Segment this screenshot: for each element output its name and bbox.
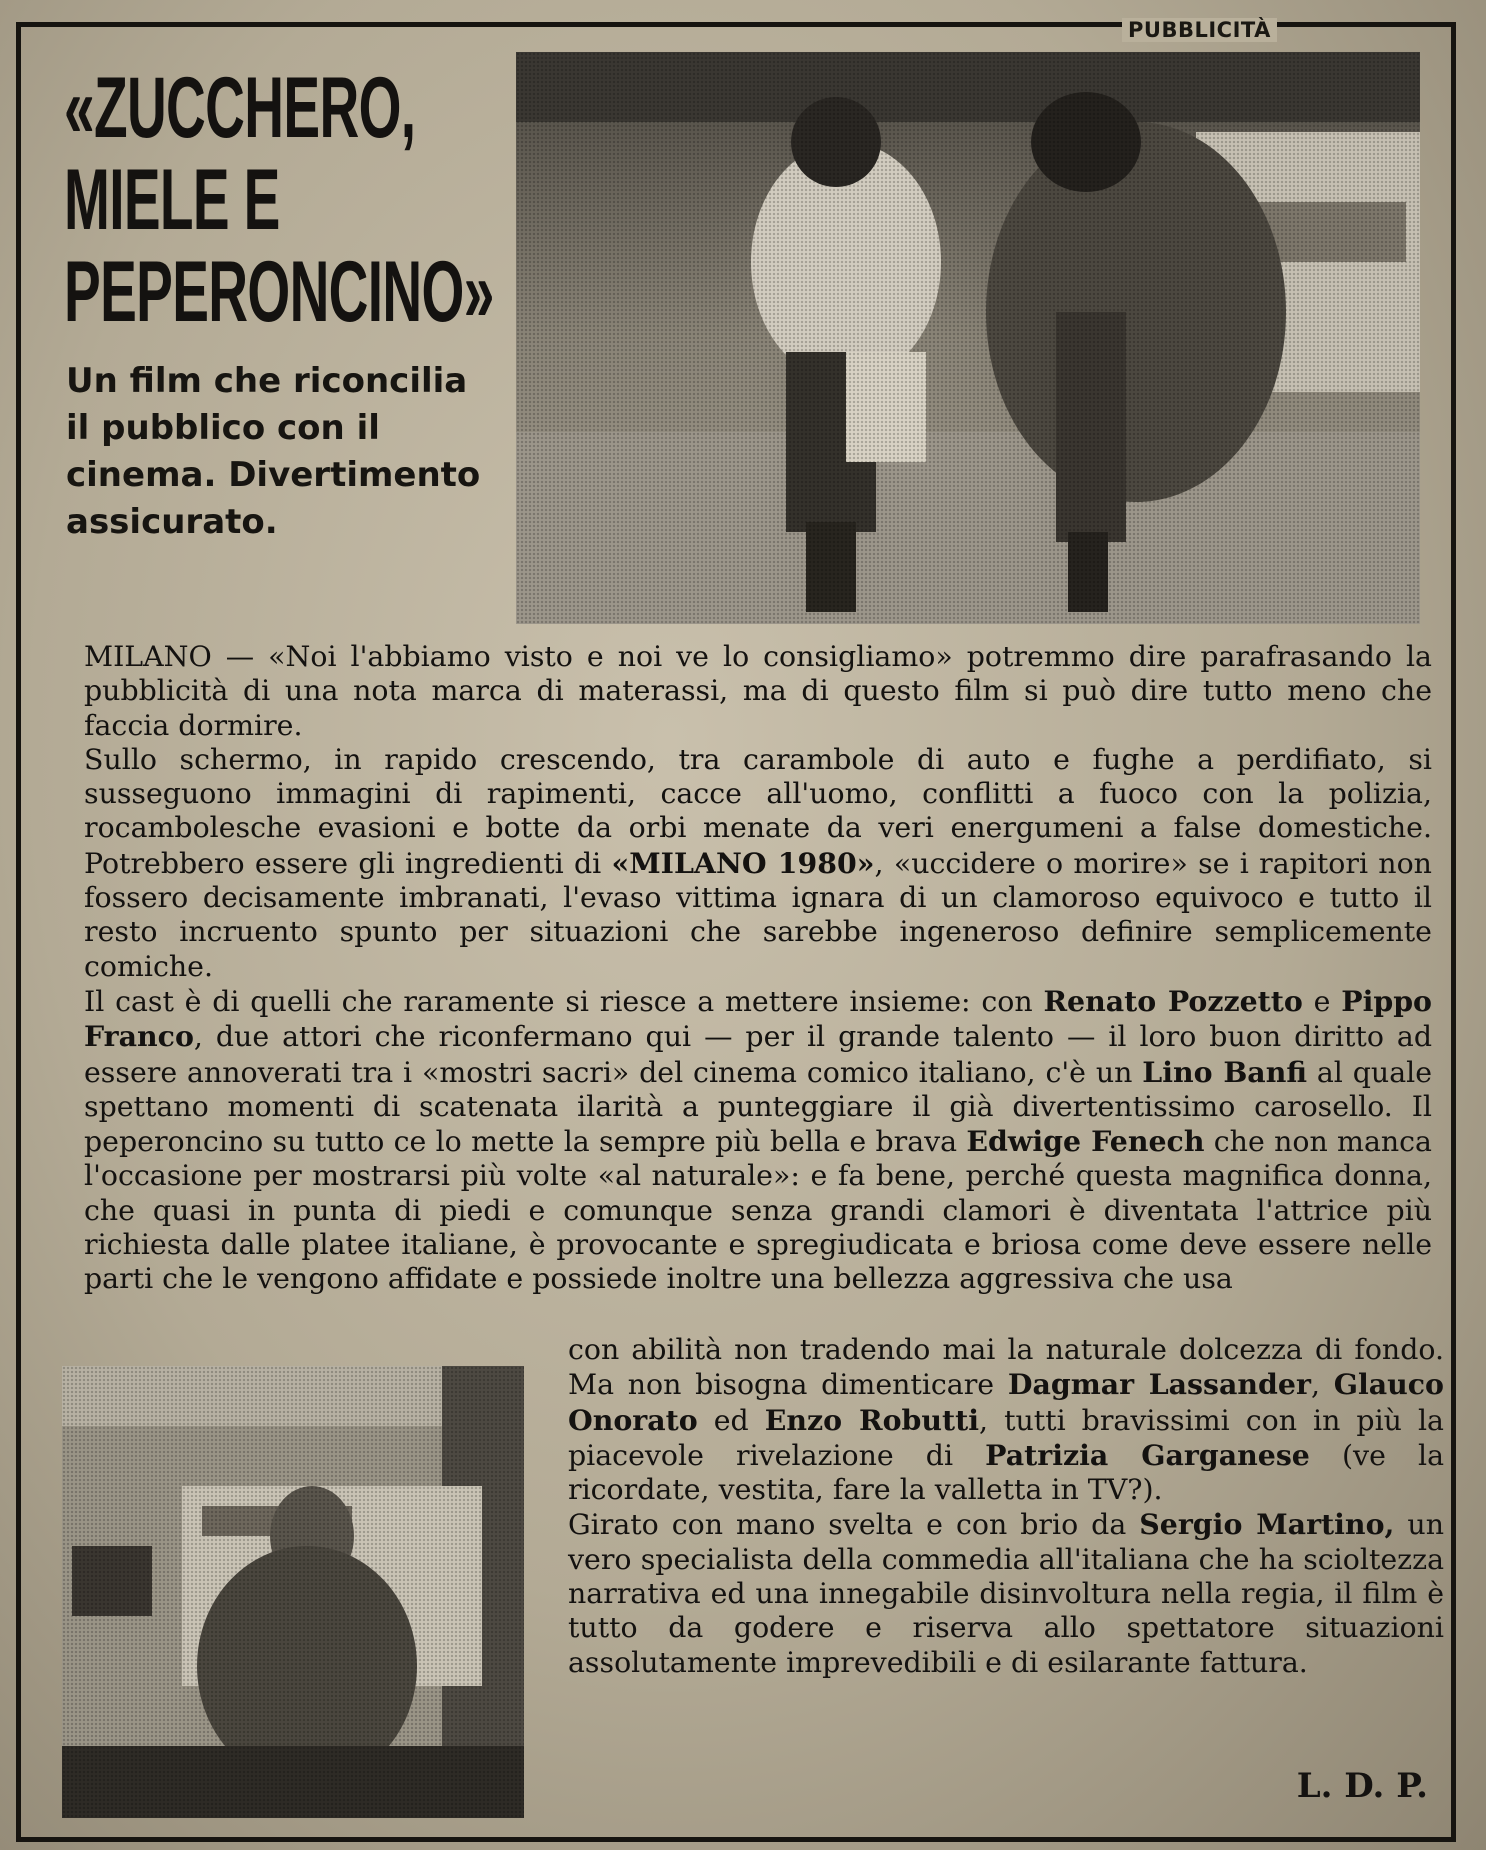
author-signature: L. D. P. [1296,1766,1428,1806]
paragraph-2 [84,743,1432,984]
paragraph-3-cont-text: , [1310,1368,1334,1402]
photo-top-still [516,52,1420,624]
headline-line-1: «ZUCCHERO, [64,60,416,156]
film-title-bold: «MILANO 1980» [611,845,875,880]
actor-name: Edwige Fenech [966,1124,1205,1159]
paragraph-2-text: Sullo schermo, in rapido crescendo, tra carambole di auto e fughe a perdifiato, si susseguono immagini di rapimenti, cacce all'uomo, conflitti a fuoco con la polizia, rocambolesche evasioni e botte da orbi menate da veri energumeni a false domestiche. Potrebbero essere gli ingredienti di [84,742,1432,880]
article-body-full-width [84,640,1432,1297]
paragraph-3-text: e [1302,984,1342,1018]
paragraph-3-text: al quale spettano momenti di scatenata ilarità a punteggiare il già divertentissimo carosello. Il peperoncino su tutto ce lo mette la sempre più bella e brava [84,1055,1433,1159]
actor-name: Pippo Franco [84,983,1432,1054]
actor-name: Glauco Onorato [568,1367,1444,1437]
section-tag: PUBBLICITÀ [1122,18,1277,42]
paragraph-4-text: Girato con mano svelta e con brio da [568,1508,1140,1542]
photo-bottom-still [62,1366,524,1818]
paragraph-3-cont-text: con abilità non tradendo mai la naturale dolcezza di fondo. Ma non bisogna dimenticare [568,1333,1444,1402]
headline-line-2: MIELE E [64,152,280,248]
paragraph-2-text: , «uccidere o morire» se i rapitori non fossero decisamente imbranati, l'evaso vittima ignara di un clamoroso equivoco e tutto il resto incruento spunto per situazioni che sarebbe ingeneroso definire semplicemente comiche. [84,846,1432,983]
director-name: Sergio Martino, [1139,1507,1395,1542]
paragraph-3-cont-text: ed [697,1403,765,1437]
photo-bottom-image [62,1366,524,1818]
paragraph-3-cont-text: , tutti bravissimi con in più la piacevole rivelazione di [568,1403,1444,1472]
paragraph-4 [568,1507,1444,1679]
headline [64,60,494,340]
actor-name: Patrizia Garganese [985,1437,1310,1472]
actor-name: Enzo Robutti [764,1402,980,1437]
paragraph-3 [84,984,1432,1297]
paragraph-1 [84,640,1432,743]
paragraph-3-text: Il cast è di quelli che raramente si riesce a mettere insieme: con [84,984,1044,1018]
subheadline: Un film che riconcilia il pubblico con il cinema. Divertimento assicurato. [66,361,481,542]
actor-name: Lino Banfi [1142,1054,1307,1089]
paragraph-1-text: MILANO — «Noi l'abbiamo visto e noi ve lo consigliamo» potremmo dire parafrasando la pubblicità di una nota marca di materassi, ma di questo film si può dire tutto meno che faccia dormire. [84,640,1432,742]
paragraph-3-text: , due attori che riconfermano qui — per il grande talento — il loro buon diritto ad essere annoverati tra i «mostri sacri» del cinema comico italiano, c'è un [84,1020,1432,1089]
paragraph-3-text: che non manca l'occasione per mostrarsi più volte «al naturale»: e fa bene, perché questa magnifica donna, che quasi in punta di piedi e comunque senza grandi clamori è diventata l'attrice più richiesta dalle platee italiane, è provocante e spregiudicata e briosa come deve essere nelle parti che le vengono affidate e possiede inoltre una bellezza aggressiva che usa [84,1125,1432,1296]
paragraph-3-cont-text: (ve la ricordate, vestita, fare la valletta in TV?). [568,1438,1444,1507]
paragraph-3-continued [568,1333,1444,1507]
actor-name: Dagmar Lassander [1007,1367,1311,1402]
article-body-right-column [568,1333,1444,1680]
photo-top-image [516,52,1420,624]
actor-name: Renato Pozzetto [1043,983,1303,1018]
paragraph-4-text: un vero specialista della commedia all'italiana che ha scioltezza narrativa ed una innegabile disinvoltura nella regia, il film è tutto da godere e riserva allo spettatore situazioni assolutamente imprevedibili e di esilarante fattura. [568,1508,1444,1679]
headline-line-3: PEPERONCINO» [64,244,494,340]
